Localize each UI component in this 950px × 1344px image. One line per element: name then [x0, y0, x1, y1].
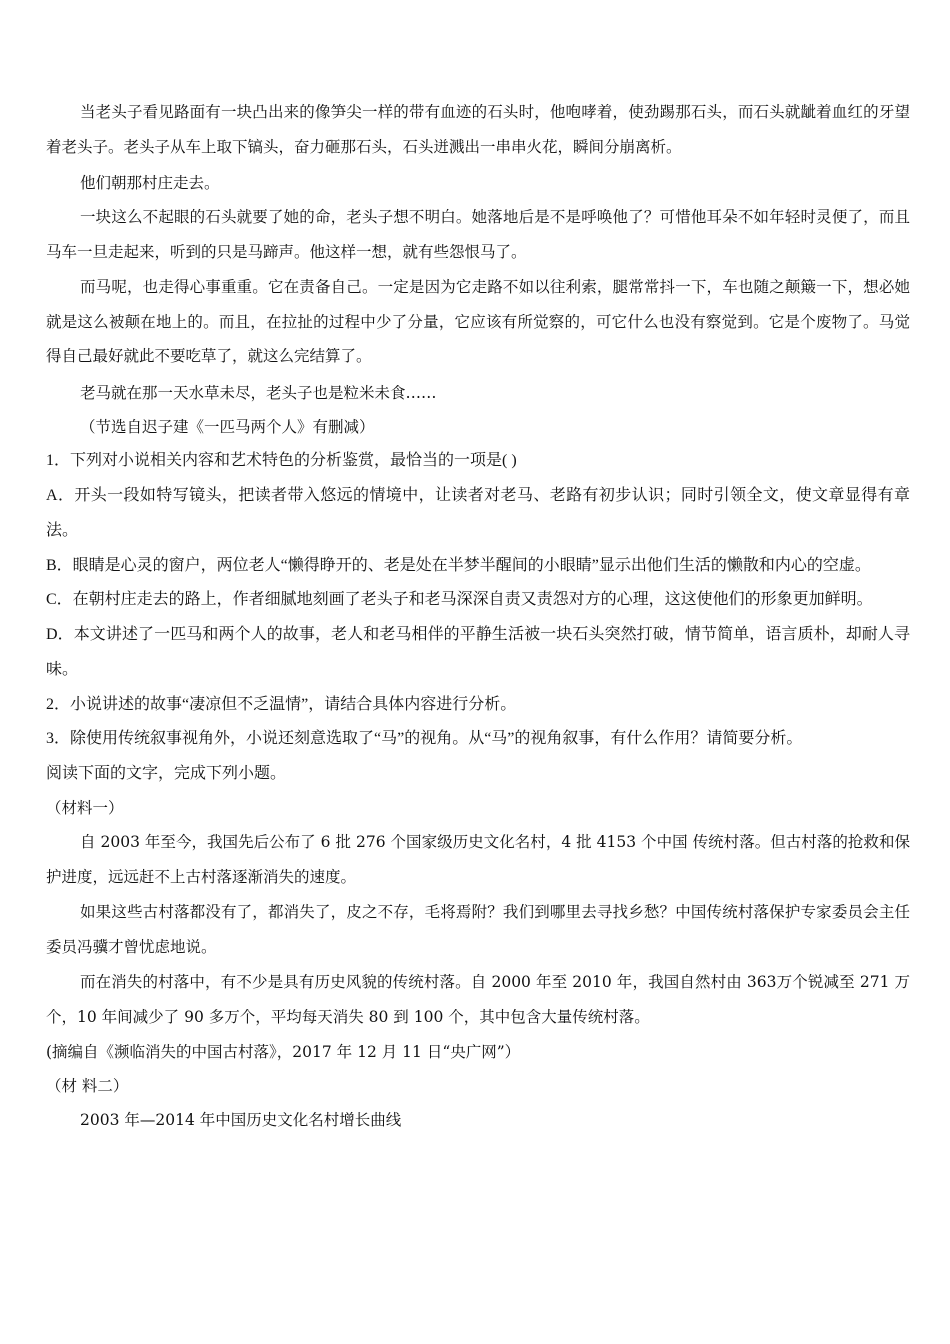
passage-paragraph-3: 一块这么不起眼的石头就要了她的命，老头子想不明白。她落地后是不是呼唤他了？可惜他耳朵不如年轻时灵便了，而且马车一旦走起来，听到的只是马蹄声。他这样一想，就有些怨恨马了。	[46, 208, 910, 261]
question-1: 1．下列对小说相关内容和艺术特色的分析鉴赏，最恰当的一项是( )	[46, 452, 517, 469]
passage-paragraph-4: 而马呢，也走得心事重重。它在责备自己。一定是因为它走路不如以往利索，腿常常抖一下，车也随之颠簸一下，想必她就是这么被颠在地上的。而且，在拉扯的过程中少了分量，它应该有所觉察的，可它什么也没有察觉到。它是个废物了。马觉得自己最好就此不要吃草了，就这么完结算了。	[46, 278, 910, 365]
question-3: 3．除使用传统叙事视角外，小说还刻意选取了“马”的视角。从“马”的视角叙事，有什么作用？请简要分析。	[46, 730, 803, 747]
question-2: 2．小说讲述的故事“凄凉但不乏温情”，请结合具体内容进行分析。	[46, 696, 517, 713]
material-1-paragraph-2: 如果这些古村落都没有了，都消失了，皮之不存，毛将焉附？我们到哪里去寻找乡愁？中国传统村落保护专家委员会主任委员冯骥才曾忧虑地说。	[46, 903, 910, 956]
question-1-option-b: B．眼睛是心灵的窗户，两位老人“懒得睁开的、老是处在半梦半醒间的小眼睛”显示出他们生活的懒散和内心的空虚。	[46, 557, 871, 574]
reading-instruction: 阅读下面的文字，完成下列小题。	[46, 765, 287, 782]
material-1-label: （材料一）	[46, 799, 124, 817]
material-1-source: (摘编自《濒临消失的中国古村落》，2017 年 12 月 11 日“央广网”）	[46, 1043, 521, 1061]
passage-source: （节选自迟子建《一匹马两个人》有删减）	[80, 418, 375, 436]
material-2-label: （材 料二）	[46, 1077, 129, 1095]
passage-paragraph-5: 老马就在那一天水草未尽，老头子也是粒米未食……	[80, 384, 437, 402]
material-1-paragraph-3: 而在消失的村落中，有不少是具有历史风貌的传统村落。自 2000 年至 2010 年，我国自然村由 363万个锐减至 271 万个，10 年间减少了 90 多万个，平均每天消失 80 到 100 个，其中包含大量传统村落。	[46, 973, 910, 1026]
passage-paragraph-1: 当老头子看见路面有一块凸出来的像笋尖一样的带有血迹的石头时，他咆哮着，使劲踢那石头，而石头就龇着血红的牙望着老头子。老头子从车上取下镐头，奋力砸那石头，石头迸溅出一串串火花，瞬间分崩离析。	[46, 103, 910, 156]
question-1-option-a: A．开头一段如特写镜头，把读者带入悠远的情境中，让读者对老马、老路有初步认识；同时引领全文，使文章显得有章法。	[46, 487, 910, 539]
question-1-option-c: C．在朝村庄走去的路上，作者细腻地刻画了老头子和老马深深自责又责怨对方的心理，这这使他们的形象更加鲜明。	[46, 591, 873, 608]
material-1-paragraph-1: 自 2003 年至今，我国先后公布了 6 批 276 个国家级历史文化名村，4 批 4153 个中国 传统村落。但古村落的抢救和保护进度，远远赶不上古村落逐渐消失的速度。	[46, 833, 910, 886]
passage-paragraph-2: 他们朝那村庄走去。	[80, 174, 220, 192]
chart-caption: 2003 年—2014 年中国历史文化名村增长曲线	[80, 1111, 402, 1129]
question-1-option-d: D．本文讲述了一匹马和两个人的故事，老人和老马相伴的平静生活被一块石头突然打破，情节简单，语言质朴，却耐人寻味。	[46, 626, 910, 678]
